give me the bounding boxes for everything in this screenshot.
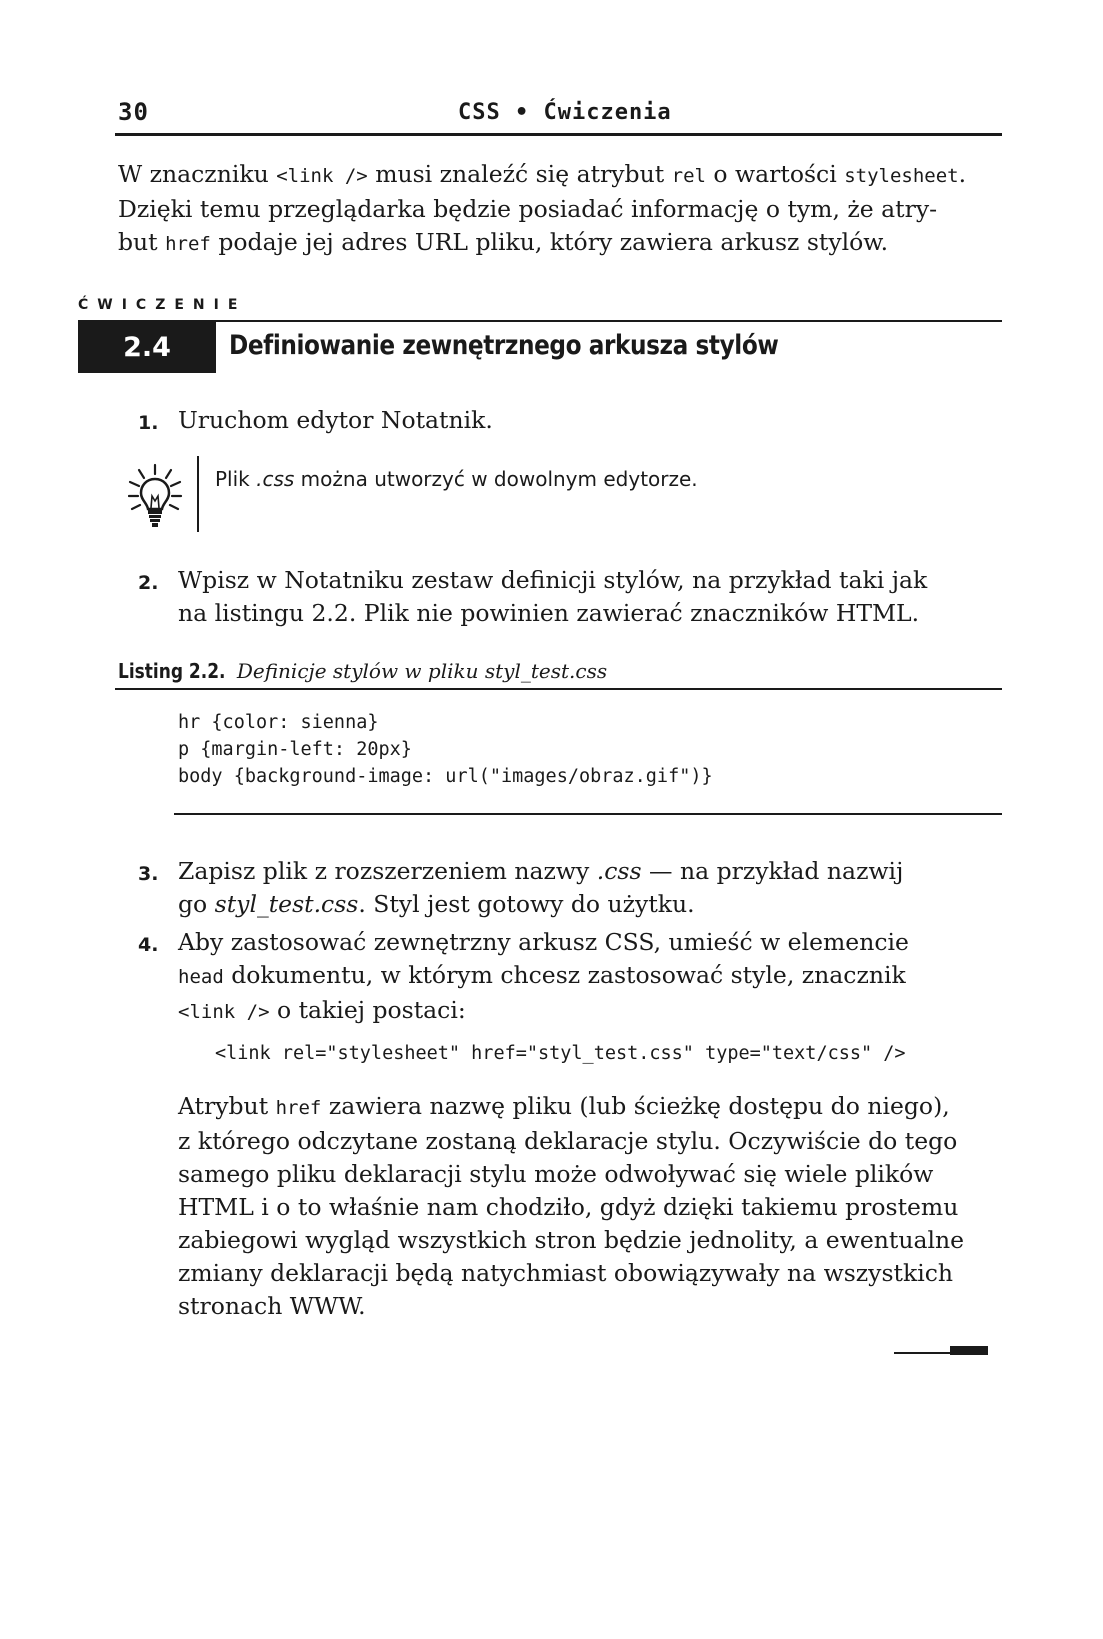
- text: dokumentu, w którym chcesz zastosować style, znacznik: [223, 961, 906, 989]
- intro-line-2: Dzięki temu przeglądarka będzie posiadać informację o tym, że atry-: [118, 195, 938, 223]
- header-rule: [115, 133, 1002, 136]
- emphasis: .css: [596, 857, 642, 885]
- text: o wartości: [705, 160, 845, 188]
- paragraph-line: samego pliku deklaracji stylu może odwoływać się wiele plików: [178, 1160, 934, 1188]
- text: podaje jej adres URL pliku, który zawiera arkusz stylów.: [210, 228, 889, 256]
- step-number: 4.: [138, 934, 159, 956]
- listing-bottom-rule: [174, 813, 1002, 815]
- code-example: <link rel="stylesheet" href="styl_test.css" type="text/css" />: [215, 1043, 906, 1064]
- inline-code: href: [275, 1097, 322, 1119]
- intro-line-1: [118, 158, 1018, 193]
- running-title: CSS • Ćwiczenia: [458, 100, 672, 125]
- page-end-mark: [894, 1340, 988, 1352]
- tip-text: [215, 467, 698, 491]
- page-number: 30: [118, 98, 149, 126]
- step-line: Aby zastosować zewnętrzny arkusz CSS, umieść w elemencie: [178, 928, 909, 956]
- tip-bar: [197, 456, 199, 532]
- text: Plik: [215, 467, 257, 491]
- step-line: [178, 888, 903, 921]
- intro-paragraph: [118, 158, 1018, 261]
- paragraph-line: [178, 1090, 964, 1125]
- text: — na przykład nazwij: [641, 857, 904, 885]
- step-text: Uruchom edytor Notatnik.: [178, 406, 493, 434]
- paragraph-line: zmiany deklaracji będą natychmiast obowiązywały na wszystkich: [178, 1259, 954, 1287]
- text: Atrybut: [178, 1092, 276, 1120]
- text: .: [958, 160, 967, 188]
- step-text: [178, 564, 927, 630]
- listing-code: [178, 709, 713, 790]
- step-line: [178, 994, 909, 1029]
- inline-code: <link />: [178, 1001, 270, 1023]
- code-line: hr {color: sienna}: [178, 712, 379, 733]
- text: zawiera nazwę pliku (lub ścieżkę dostępu do niego),: [321, 1092, 950, 1120]
- text: but: [118, 228, 166, 256]
- paragraph-line: HTML i o to właśnie nam chodziło, gdyż dzięki takiemu prostemu: [178, 1193, 959, 1221]
- step-line: na listingu 2.2. Plik nie powinien zawierać znaczników HTML.: [178, 599, 920, 627]
- text: można utworzyć w dowolnym edytorze.: [294, 467, 698, 491]
- step-number: 2.: [138, 572, 159, 594]
- closing-paragraph: [178, 1090, 964, 1323]
- exercise-number-box: [78, 322, 216, 373]
- exercise-number: 2.4: [123, 332, 171, 363]
- exercise-rule: [78, 320, 1002, 322]
- step-line: Wpisz w Notatniku zestaw definicji stylów, na przykład taki jak: [178, 566, 928, 594]
- text: W znaczniku: [118, 160, 277, 188]
- step-line: [178, 959, 909, 994]
- listing-caption: [118, 659, 607, 683]
- inline-code: href: [165, 233, 211, 255]
- step-number: 3.: [138, 863, 159, 885]
- step-line: [178, 855, 903, 888]
- emphasis: .css: [256, 467, 295, 491]
- text: musi znaleźć się atrybut: [367, 160, 672, 188]
- text: go: [178, 890, 215, 918]
- inline-code: <link />: [276, 165, 368, 187]
- step-text: [178, 855, 903, 921]
- inline-code: rel: [671, 165, 706, 187]
- emphasis: styl_test.css: [214, 890, 359, 918]
- exercise-label: ĆWICZENIE: [78, 297, 247, 313]
- step-number: 1.: [138, 412, 159, 434]
- paragraph-line: zabiegowi wygląd wszystkich stron będzie jednolity, a ewentualne: [178, 1226, 965, 1254]
- lightbulb-icon: [128, 463, 183, 529]
- paragraph-line: stronach WWW.: [178, 1292, 366, 1320]
- listing-top-rule: [115, 688, 1002, 690]
- exercise-title: Definiowanie zewnętrznego arkusza stylów: [229, 330, 779, 361]
- text: Zapisz plik z rozszerzeniem nazwy: [178, 857, 597, 885]
- text: . Styl jest gotowy do użytku.: [358, 890, 695, 918]
- listing-label: Listing 2.2.: [118, 659, 226, 683]
- code-line: p {margin-left: 20px}: [178, 739, 412, 760]
- code-line: body {background-image: url("images/obraz.gif")}: [178, 766, 713, 787]
- step-text: [178, 926, 909, 1029]
- text: o takiej postaci:: [269, 996, 466, 1024]
- intro-line-3: [118, 226, 1018, 261]
- inline-code: stylesheet: [844, 165, 959, 187]
- paragraph-line: z którego odczytane zostaną deklaracje stylu. Oczywiście do tego: [178, 1127, 958, 1155]
- listing-caption-text: Definicje stylów w pliku styl_test.css: [236, 659, 608, 683]
- inline-code: head: [178, 966, 224, 988]
